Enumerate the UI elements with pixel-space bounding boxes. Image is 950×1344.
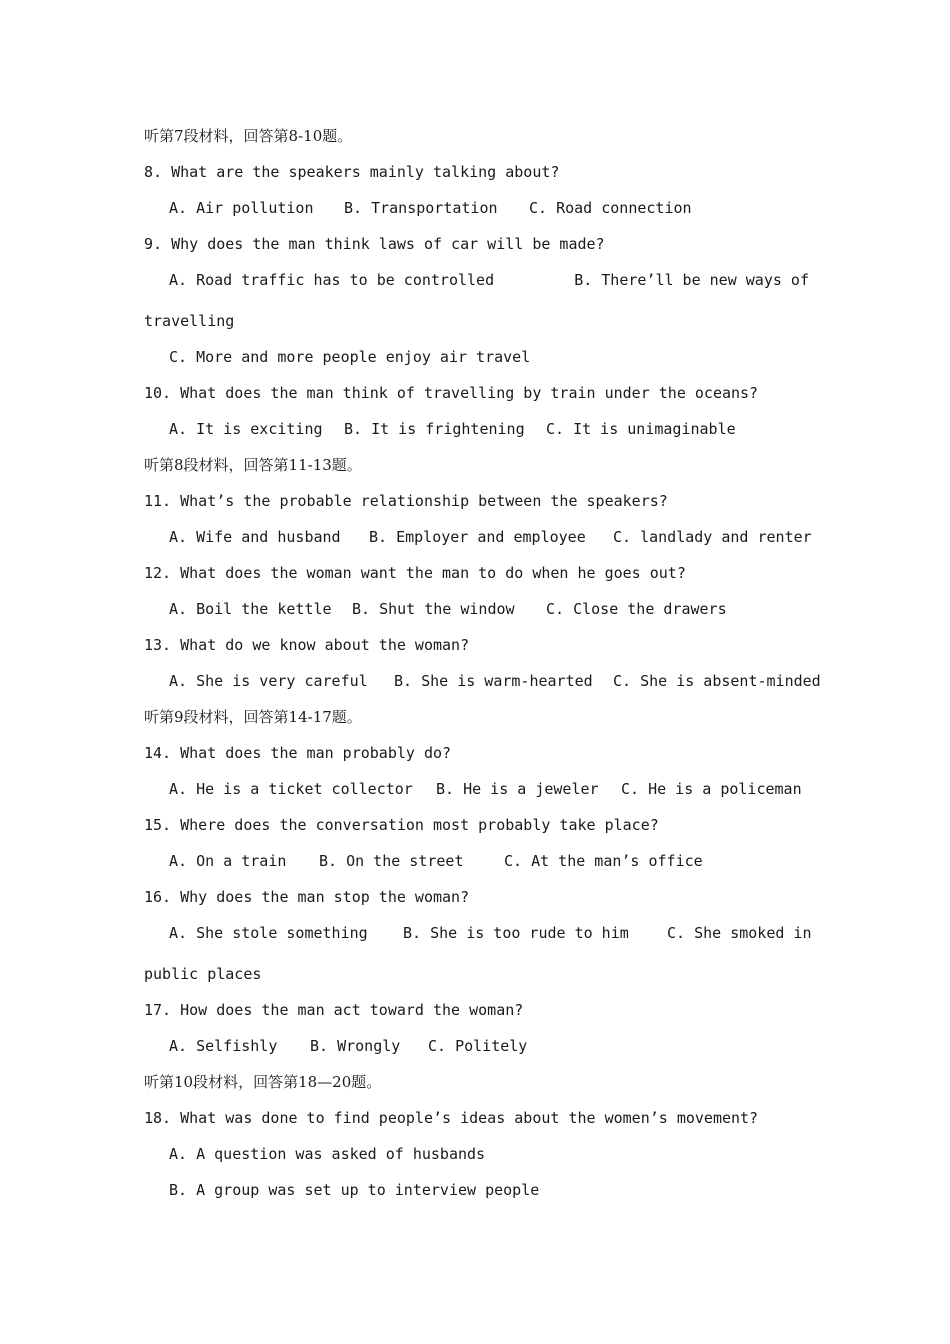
option-8a: A. Air pollution bbox=[169, 199, 314, 217]
option-14a: A. He is a ticket collector bbox=[169, 780, 413, 798]
option-9b-continued: travelling bbox=[144, 312, 235, 330]
option-17a: A. Selfishly bbox=[169, 1037, 278, 1055]
option-8b: B. Transportation bbox=[344, 199, 498, 217]
section-heading: 听第10段材料，回答第18—20题。 bbox=[144, 1073, 382, 1091]
question-10: 10. What does the man think of travelling by train under the oceans? bbox=[144, 384, 759, 402]
option-11a: A. Wife and husband bbox=[169, 528, 341, 546]
option-17b: B. Wrongly bbox=[310, 1037, 401, 1055]
section-heading: 听第7段材料，回答第8-10题。 bbox=[144, 127, 353, 145]
option-10c: C. It is unimaginable bbox=[546, 420, 736, 438]
option-12c: C. Close the drawers bbox=[546, 600, 727, 618]
option-17c: C. Politely bbox=[428, 1037, 528, 1055]
question-15: 15. Where does the conversation most probably take place? bbox=[144, 816, 659, 834]
option-9b: B. There’ll be new ways of bbox=[574, 271, 809, 289]
option-9a: A. Road traffic has to be controlled bbox=[169, 271, 495, 289]
option-14c: C. He is a policeman bbox=[621, 780, 802, 798]
option-10a: A. It is exciting bbox=[169, 420, 323, 438]
question-9: 9. Why does the man think laws of car will be made? bbox=[144, 235, 605, 253]
section-heading: 听第8段材料，回答第11-13题。 bbox=[144, 456, 362, 474]
option-13c: C. She is absent-minded bbox=[613, 672, 821, 690]
question-14: 14. What does the man probably do? bbox=[144, 744, 452, 762]
question-16: 16. Why does the man stop the woman? bbox=[144, 888, 470, 906]
option-11c: C. landlady and renter bbox=[613, 528, 812, 546]
option-18b: B. A group was set up to interview people bbox=[169, 1181, 540, 1199]
option-13a: A. She is very careful bbox=[169, 672, 368, 690]
question-18: 18. What was done to find people’s ideas about the women’s movement? bbox=[144, 1109, 759, 1127]
question-12: 12. What does the woman want the man to do when he goes out? bbox=[144, 564, 686, 582]
question-8: 8. What are the speakers mainly talking about? bbox=[144, 163, 560, 181]
option-16b: B. She is too rude to him bbox=[403, 924, 629, 942]
option-14b: B. He is a jeweler bbox=[436, 780, 599, 798]
question-17: 17. How does the man act toward the woman? bbox=[144, 1001, 524, 1019]
option-11b: B. Employer and employee bbox=[369, 528, 586, 546]
option-18a: A. A question was asked of husbands bbox=[169, 1145, 486, 1163]
option-9c: C. More and more people enjoy air travel bbox=[169, 348, 531, 366]
option-16c: C. She smoked in bbox=[667, 924, 812, 942]
option-10b: B. It is frightening bbox=[344, 420, 525, 438]
option-16a: A. She stole something bbox=[169, 924, 368, 942]
option-15a: A. On a train bbox=[169, 852, 287, 870]
question-13: 13. What do we know about the woman? bbox=[144, 636, 470, 654]
option-15b: B. On the street bbox=[319, 852, 464, 870]
option-12b: B. Shut the window bbox=[352, 600, 515, 618]
question-11: 11. What’s the probable relationship between the speakers? bbox=[144, 492, 668, 510]
section-heading: 听第9段材料，回答第14-17题。 bbox=[144, 708, 362, 726]
option-13b: B. She is warm-hearted bbox=[394, 672, 593, 690]
option-8c: C. Road connection bbox=[529, 199, 692, 217]
option-12a: A. Boil the kettle bbox=[169, 600, 332, 618]
option-16c-continued: public places bbox=[144, 965, 262, 983]
option-15c: C. At the man’s office bbox=[504, 852, 703, 870]
options-9-row bbox=[169, 270, 809, 290]
